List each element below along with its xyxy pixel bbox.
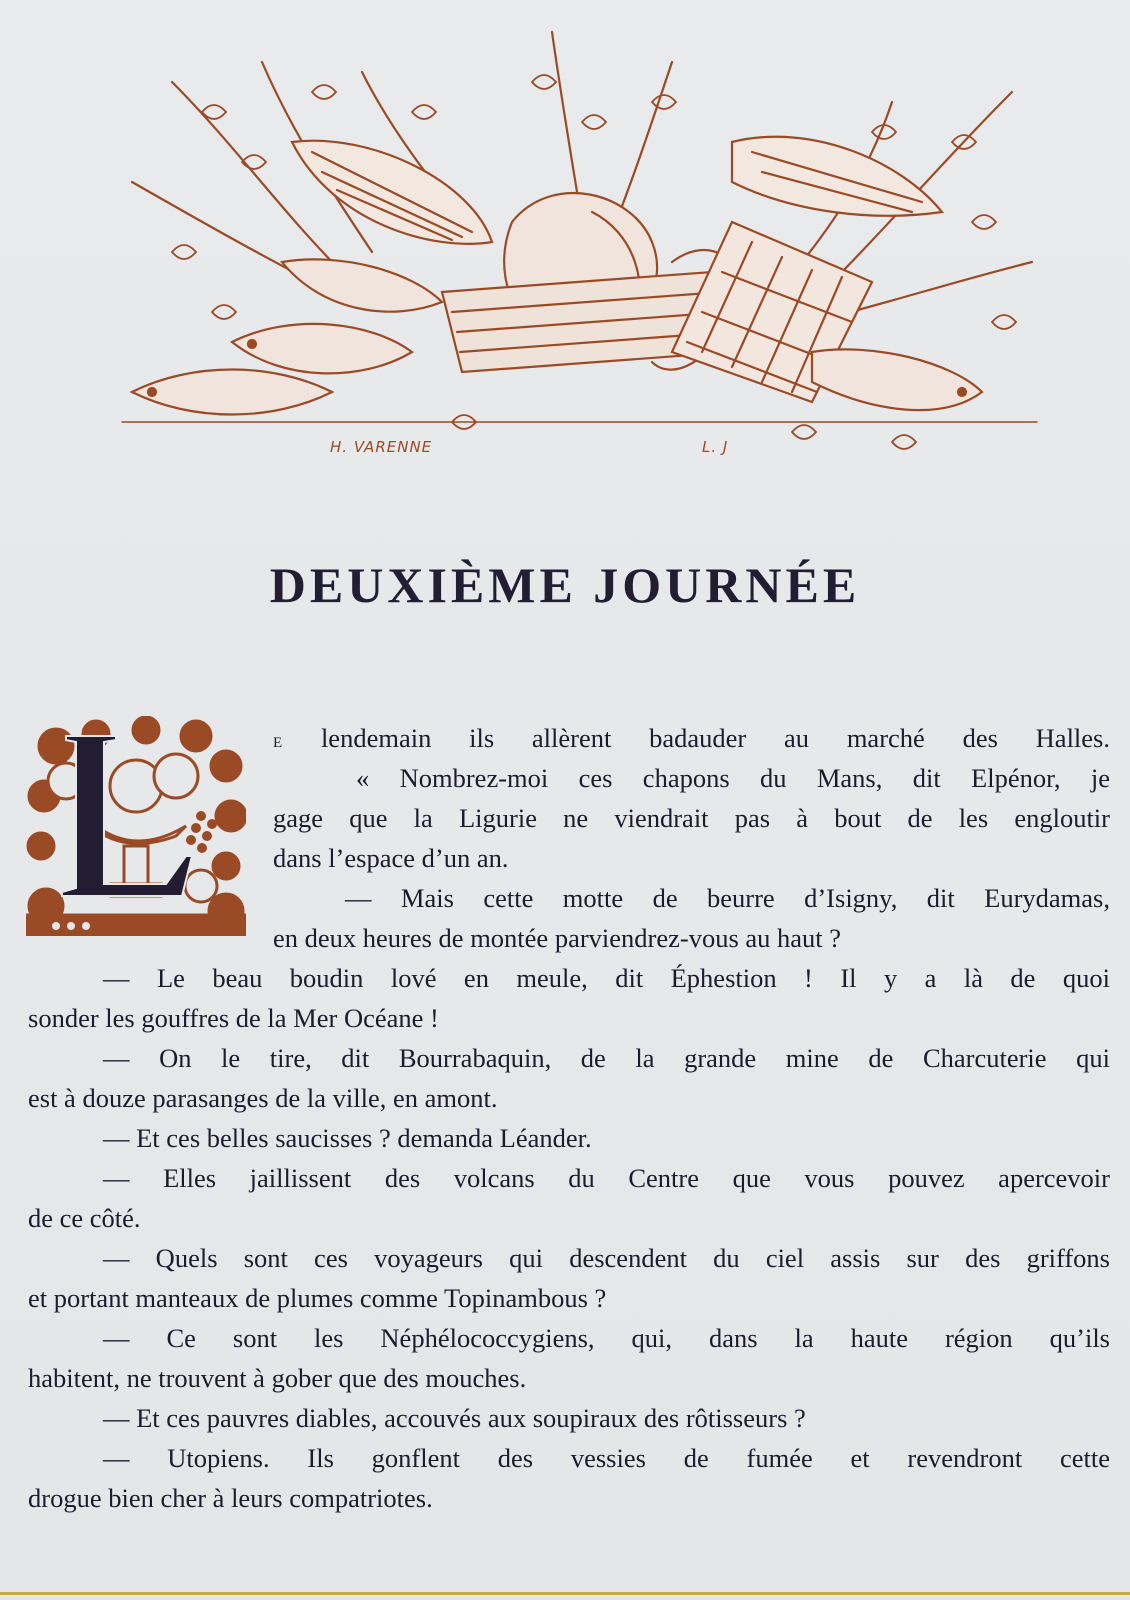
text-line: — Utopiens. Ils gonflent des vessies de fumée et revendront cette xyxy=(103,1443,1110,1473)
text-line: « Nombrez-moi ces chapons du Mans, dit Elpénor, je xyxy=(356,763,1110,793)
chapter-title: DEUXIÈME JOURNÉE xyxy=(269,557,861,613)
text-line: — Quels sont ces voyageurs qui descendent du ciel assis sur des griffons xyxy=(103,1243,1110,1273)
dropcap-continuation: E xyxy=(273,735,284,751)
text-line: en deux heures de montée parviendrez-vous au haut ? xyxy=(273,923,842,953)
artist-signature: H. VARENNE xyxy=(330,438,433,456)
engraver-signature: L. J xyxy=(702,438,729,456)
text-line: — Ce sont les Néphélococcygiens, qui, dans la haute région qu’ils xyxy=(103,1323,1110,1353)
page-edge-rule xyxy=(0,1592,1130,1595)
text-line: sonder les gouffres de la Mer Océane ! xyxy=(28,1003,439,1033)
text-line: de ce côté. xyxy=(28,1203,141,1233)
text-line: — Le beau boudin lové en meule, dit Éphestion ! Il y a là de quoi xyxy=(103,963,1110,993)
text-line: habitent, ne trouvent à gober que des mouches. xyxy=(28,1363,527,1393)
text-line: et portant manteaux de plumes comme Topinambous ? xyxy=(28,1283,607,1313)
text-line: — Et ces belles saucisses ? demanda Léander. xyxy=(103,1123,592,1153)
text-line: — Elles jaillissent des volcans du Centre que vous pouvez apercevoir xyxy=(103,1163,1110,1193)
text-line xyxy=(28,718,1110,758)
text-line: — Mais cette motte de beurre d’Isigny, dit Eurydamas, xyxy=(345,883,1110,913)
text-line: gage que la Ligurie ne viendrait pas à bout de les engloutir xyxy=(273,803,1110,833)
text-line: — Et ces pauvres diables, accouvés aux soupiraux des rôtisseurs ? xyxy=(103,1403,806,1433)
text-line: dans l’espace d’un an. xyxy=(273,843,509,873)
body-text xyxy=(28,718,1110,1518)
text-line: drogue bien cher à leurs compatriotes. xyxy=(28,1483,433,1513)
text-line: — On le tire, dit Bourrabaquin, de la grande mine de Charcuterie qui xyxy=(103,1043,1110,1073)
line-text: lendemain ils allèrent badauder au marché des Halles. xyxy=(283,723,1110,753)
text-line: est à douze parasanges de la ville, en amont. xyxy=(28,1083,498,1113)
fish-still-life-illustration xyxy=(112,22,1047,462)
engraving-icon xyxy=(112,22,1047,462)
